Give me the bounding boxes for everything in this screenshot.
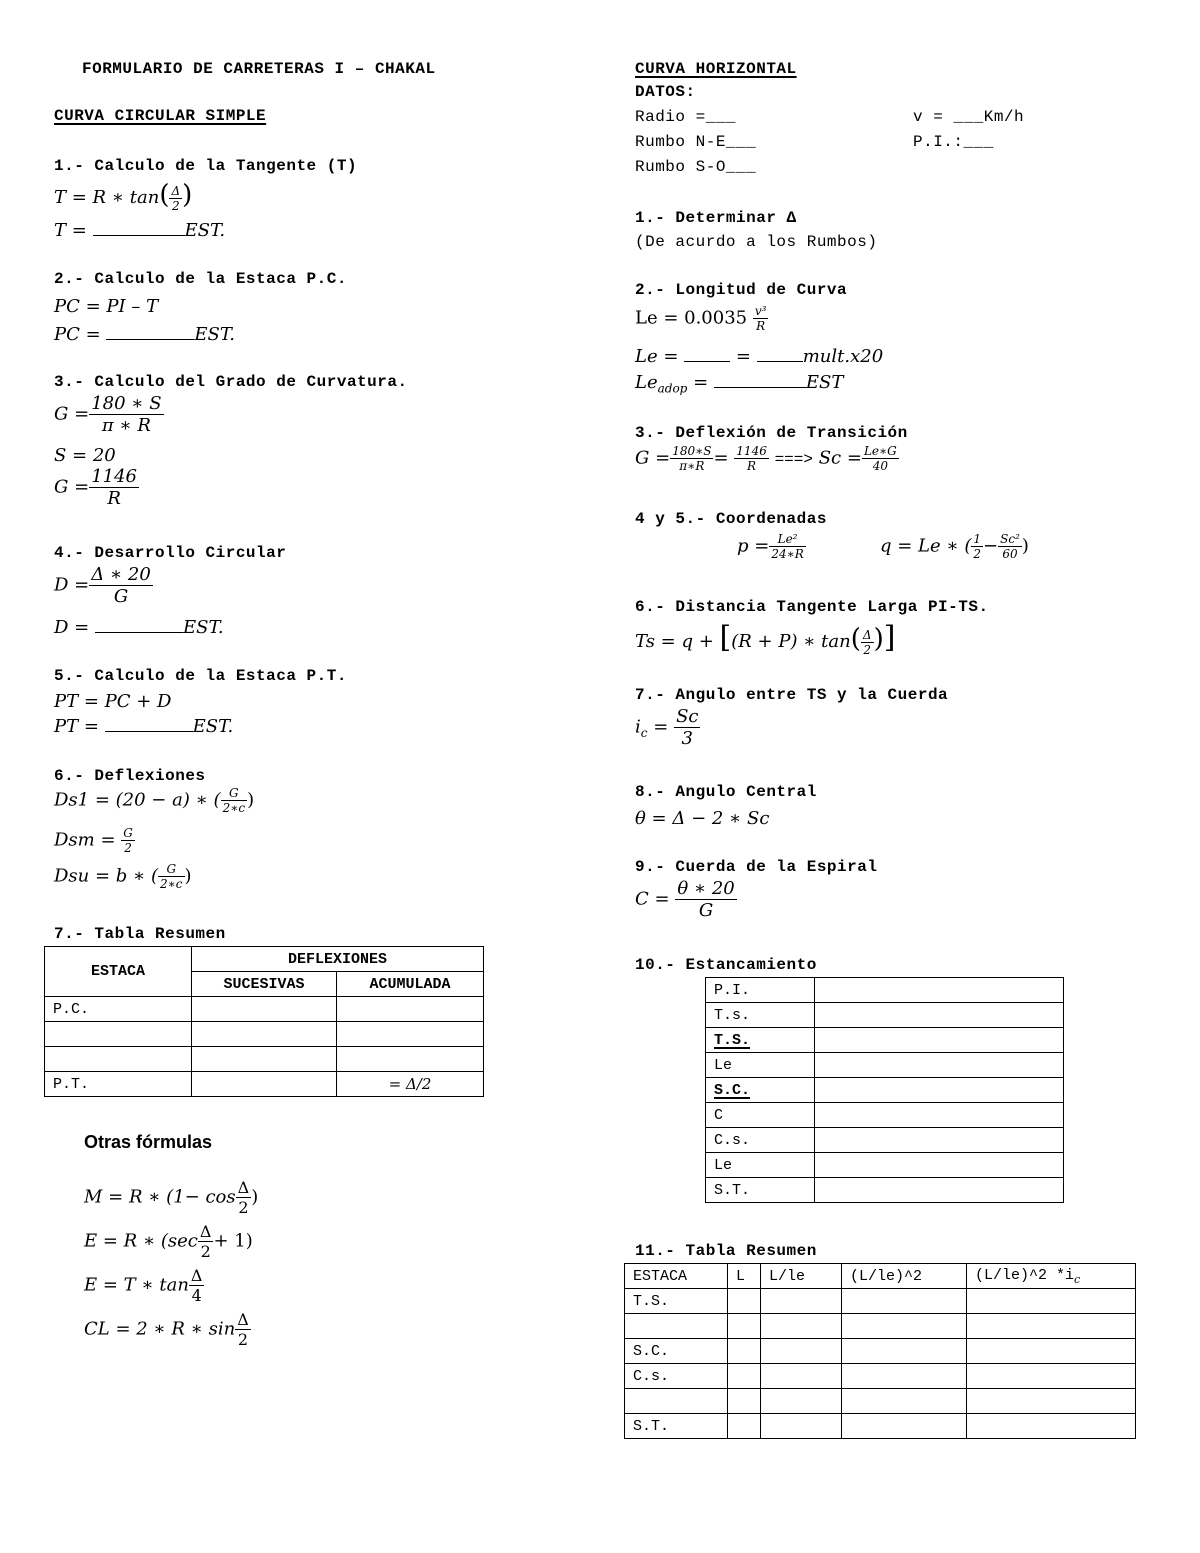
formula-pc: PC = PI – T	[54, 296, 159, 317]
table-cell	[967, 1364, 1136, 1389]
table-cell	[815, 1103, 1064, 1128]
formula-grado-1146: G = $\frac{1146}{R}$	[54, 466, 137, 509]
table-cell	[815, 1153, 1064, 1178]
table-cell	[761, 1389, 842, 1414]
table-row	[706, 1128, 1064, 1153]
formula-dsm: Dsm = $\frac{G}{2}$	[54, 826, 133, 855]
table-cell	[815, 1003, 1064, 1028]
formula-deflexion-transicion: G = $\frac{180∗S}{\pi∗R}$ = $\frac{1146}{R}$ ===> Sc = $\frac{Le∗G}{40}$	[635, 444, 897, 473]
table-cell	[815, 1028, 1064, 1053]
heading-estaca-pc: 2.- Calculo de la Estaca P.C.	[54, 270, 347, 288]
col-header-sucesivas: SUCESIVAS	[192, 972, 337, 997]
table-row	[45, 1072, 484, 1097]
formula-dsu: Dsu = b ∗ ( $\frac{G}{2∗c}$ )	[54, 862, 192, 891]
heading-tangente-larga: 6.- Distancia Tangente Larga PI-TS.	[635, 598, 989, 616]
heading-determinar-delta: 1.- Determinar Δ	[635, 209, 797, 227]
table-cell: T.S.	[706, 1028, 815, 1053]
table-row	[706, 1153, 1064, 1178]
heading-estancamiento: 10.- Estancamiento	[635, 956, 817, 974]
col-header-l-le-2: (L/le)^2	[842, 1264, 967, 1289]
heading-estaca-pt: 5.- Calculo de la Estaca P.T.	[54, 667, 347, 685]
otras-formulas-title: Otras fórmulas	[84, 1132, 213, 1152]
col-header-estaca: ESTACA	[45, 947, 192, 997]
datos-label: DATOS:	[635, 83, 696, 101]
table-cell	[761, 1364, 842, 1389]
table-row	[706, 1078, 1064, 1103]
tabla-resumen-deflexiones	[44, 946, 484, 1097]
table-row	[625, 1314, 1136, 1339]
table-cell	[815, 1128, 1064, 1153]
formula-ts: Ts = q + [(R + P) ∗ tan( $\frac{\Delta}{2}$ )]	[635, 620, 896, 657]
table-row	[625, 1389, 1136, 1414]
heading-tabla-resumen-left: 7.- Tabla Resumen	[54, 925, 226, 943]
tabla-estancamiento	[705, 977, 1064, 1203]
col-header-acumulada: ACUMULADA	[337, 972, 484, 997]
heading-angulo-ts-cuerda: 7.- Angulo entre TS y la Cuerda	[635, 686, 949, 704]
table-cell: C.s.	[625, 1364, 728, 1389]
formula-tangente: T = R ∗ tan( $\frac{\Delta}{2}$ )	[54, 180, 193, 213]
table-cell	[728, 1289, 761, 1314]
table-cell	[815, 1053, 1064, 1078]
heading-longitud-curva: 2.- Longitud de Curva	[635, 281, 848, 299]
formula-le-adop: $Le_{adop}$ = EST	[635, 372, 844, 396]
table-header-row	[625, 1264, 1136, 1289]
col-header-l-le-2-ic: (L/le)^2 $*i_c$	[967, 1264, 1136, 1289]
table-cell	[967, 1389, 1136, 1414]
heading-coordenadas: 4 y 5.- Coordenadas	[635, 510, 827, 528]
table-cell	[815, 978, 1064, 1003]
formula-pt: PT = PC + D	[54, 691, 172, 712]
col-header-l-le: L/le	[761, 1264, 842, 1289]
table-row	[45, 997, 484, 1022]
table-cell	[842, 1414, 967, 1439]
table-cell	[761, 1314, 842, 1339]
table-cell	[728, 1414, 761, 1439]
formula-le: Le = 0.0035 $\frac{\text{v³}}{R}$	[635, 304, 767, 333]
formula-s: S = 20	[54, 445, 116, 466]
formula-theta: θ = Δ − 2 ∗ Sc	[635, 808, 770, 829]
formula-le-mult: Le = = mult.x20	[635, 346, 884, 367]
note-rumbos: (De acurdo a los Rumbos)	[635, 233, 878, 251]
formula-desarrollo-est: D = EST.	[54, 617, 224, 638]
table-cell	[192, 997, 337, 1022]
table-cell: P.C.	[45, 997, 192, 1022]
table-cell: Le	[706, 1053, 815, 1078]
table-cell	[337, 1022, 484, 1047]
col-header-estaca: ESTACA	[625, 1264, 728, 1289]
table-row	[706, 1053, 1064, 1078]
col-header-l: L	[728, 1264, 761, 1289]
formula-tangente-est: T = EST.	[54, 220, 226, 241]
table-cell: Le	[706, 1153, 815, 1178]
table-cell: S.C.	[706, 1078, 815, 1103]
formula-ds1: Ds1 = (20 − a) ∗ ( $\frac{G}{2∗c}$ )	[54, 786, 255, 815]
table-row	[625, 1289, 1136, 1314]
formula-e-sec: E = R ∗ (sec $\frac{\Delta}{2}$ + 1)	[84, 1222, 253, 1261]
table-cell	[967, 1314, 1136, 1339]
table-row	[706, 1003, 1064, 1028]
heading-tangente: 1.- Calculo de la Tangente (T)	[54, 157, 358, 175]
datos-rumbo-ne: Rumbo N-E___	[635, 133, 757, 151]
heading-angulo-central: 8.- Angulo Central	[635, 783, 817, 801]
formula-cl: CL = 2 ∗ R ∗ sin $\frac{\Delta}{2}$	[84, 1310, 249, 1349]
table-cell: = Δ/2	[337, 1072, 484, 1097]
table-cell: C	[706, 1103, 815, 1128]
table-row	[625, 1339, 1136, 1364]
heading-deflexion-transicion: 3.- Deflexión de Transición	[635, 424, 908, 442]
section-title-curva-horizontal: CURVA HORIZONTAL	[635, 60, 797, 78]
table-cell	[337, 1047, 484, 1072]
formula-q: q = Le ∗ ( $\frac{1}{2}$ − $\frac{\text{Sc²}}{60}$ )	[880, 532, 1029, 561]
table-cell	[192, 1022, 337, 1047]
formula-grado: G = $\frac{180 ∗ S}{\pi ∗ R}$	[54, 393, 162, 436]
heading-grado-curvatura: 3.- Calculo del Grado de Curvatura.	[54, 373, 408, 391]
formula-pc-est: PC = EST.	[54, 324, 235, 345]
table-row	[706, 978, 1064, 1003]
formula-e-tan: E = T ∗ tan $\frac{\Delta}{4}$	[84, 1266, 203, 1305]
tabla-resumen-espiral	[624, 1263, 1136, 1439]
table-row	[706, 1028, 1064, 1053]
table-cell	[967, 1414, 1136, 1439]
table-cell	[842, 1314, 967, 1339]
table-cell	[967, 1339, 1136, 1364]
datos-velocidad: v = ___Km/h	[913, 108, 1025, 126]
table-cell: T.S.	[625, 1289, 728, 1314]
table-cell	[815, 1078, 1064, 1103]
col-header-deflexiones: DEFLEXIONES	[192, 947, 484, 972]
table-row	[45, 1022, 484, 1047]
table-cell	[45, 1047, 192, 1072]
formula-cuerda: C = $\frac{\theta ∗ 20}{G}$	[635, 878, 735, 921]
table-cell	[728, 1389, 761, 1414]
formula-m: M = R ∗ (1− cos $\frac{\Delta}{2}$ )	[84, 1178, 259, 1217]
table-row	[625, 1414, 1136, 1439]
formula-ic: $i_c$ = $\frac{Sc}{3}$	[635, 706, 699, 749]
table-cell	[842, 1289, 967, 1314]
formula-desarrollo: D = $\frac{\Delta ∗ 20}{G}$	[54, 564, 151, 607]
table-row	[706, 1103, 1064, 1128]
page-title: FORMULARIO DE CARRETERAS I – CHAKAL	[82, 60, 436, 78]
table-cell	[967, 1289, 1136, 1314]
table-cell	[761, 1289, 842, 1314]
table-cell	[337, 997, 484, 1022]
heading-deflexiones: 6.- Deflexiones	[54, 767, 206, 785]
datos-pi: P.I.:___	[913, 133, 994, 151]
table-cell: S.T.	[625, 1414, 728, 1439]
section-title-curva-circular: CURVA CIRCULAR SIMPLE	[54, 107, 267, 125]
table-cell	[728, 1364, 761, 1389]
table-cell	[761, 1414, 842, 1439]
table-cell: C.s.	[706, 1128, 815, 1153]
table-cell	[815, 1178, 1064, 1203]
table-cell	[842, 1389, 967, 1414]
heading-cuerda-espiral: 9.- Cuerda de la Espiral	[635, 858, 878, 876]
table-row	[625, 1364, 1136, 1389]
table-cell	[842, 1364, 967, 1389]
table-cell	[625, 1314, 728, 1339]
heading-desarrollo-circular: 4.- Desarrollo Circular	[54, 544, 287, 562]
heading-tabla-resumen-right: 11.- Tabla Resumen	[635, 1242, 817, 1260]
table-cell: S.C.	[625, 1339, 728, 1364]
table-cell	[625, 1389, 728, 1414]
table-cell	[192, 1072, 337, 1097]
table-cell	[842, 1339, 967, 1364]
table-cell	[192, 1047, 337, 1072]
table-cell: P.I.	[706, 978, 815, 1003]
formula-pt-est: PT = EST.	[54, 716, 234, 737]
table-cell: P.T.	[45, 1072, 192, 1097]
table-row	[45, 1047, 484, 1072]
table-cell	[45, 1022, 192, 1047]
table-cell	[728, 1339, 761, 1364]
table-cell: S.T.	[706, 1178, 815, 1203]
datos-radio: Radio =___	[635, 108, 737, 126]
table-row	[706, 1178, 1064, 1203]
datos-rumbo-so: Rumbo S-O___	[635, 158, 757, 176]
formula-p: p = $\frac{\text{Le²}}{24∗R}$	[737, 532, 804, 561]
table-cell: T.s.	[706, 1003, 815, 1028]
table-cell	[728, 1314, 761, 1339]
table-cell	[761, 1339, 842, 1364]
